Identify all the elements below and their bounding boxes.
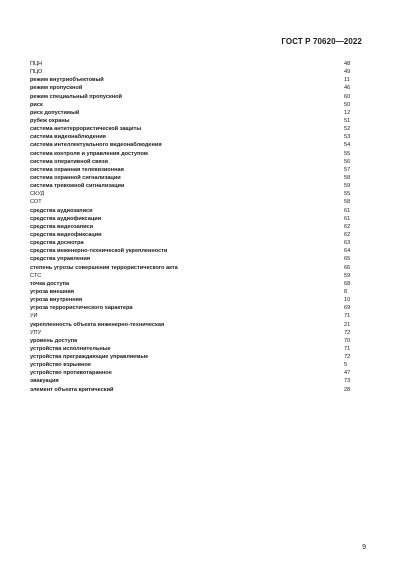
index-entry: [30, 255, 358, 263]
index-term: система видеонаблюдения: [30, 134, 106, 141]
index-page-ref: 21: [344, 321, 351, 328]
index-entry: [30, 304, 358, 312]
index-term: СОТ: [30, 199, 42, 206]
index-entry: [30, 166, 358, 174]
index-entry: [30, 288, 358, 296]
index-term: средства инженерно-технической укрепленности: [30, 248, 168, 255]
index-entry: [30, 150, 358, 158]
index-entry: [30, 386, 358, 394]
index-term: устройства преграждающие управляемые: [30, 354, 149, 361]
index-entry: [30, 141, 358, 149]
index-entry: [30, 223, 358, 231]
index-page-ref: 49: [344, 69, 351, 76]
index-entry: [30, 369, 358, 377]
index-page-ref: 66: [344, 264, 351, 271]
index-term: УПУ: [30, 329, 42, 336]
index-term: средства управления: [30, 256, 91, 263]
index-term: риск допустимый: [30, 109, 80, 116]
index-term: угроза террористического характера: [30, 305, 133, 312]
alphabetical-term-index: [30, 60, 358, 394]
index-entry: [30, 93, 358, 101]
index-term: система охранной сигнализации: [30, 174, 121, 181]
index-page-ref: 68: [344, 280, 351, 287]
index-entry: [30, 345, 358, 353]
index-page-ref: 73: [344, 378, 351, 385]
index-page-ref: 10: [344, 297, 351, 304]
index-entry: [30, 125, 358, 133]
index-entry: [30, 312, 358, 320]
index-page-ref: 53: [344, 134, 351, 141]
index-page-ref: 55: [344, 150, 351, 157]
index-entry: [30, 280, 358, 288]
index-entry: [30, 109, 358, 117]
index-entry: [30, 133, 358, 141]
index-entry: [30, 377, 358, 385]
index-entry: [30, 190, 358, 198]
index-term: средства видеофиксации: [30, 231, 102, 238]
index-entry: [30, 158, 358, 166]
index-entry: [30, 207, 358, 215]
index-term: система контроля и управления доступом: [30, 150, 148, 157]
index-entry: [30, 215, 358, 223]
index-page-ref: 59: [344, 272, 351, 279]
index-entry: [30, 353, 358, 361]
index-term: СТС: [30, 272, 42, 279]
index-entry: [30, 296, 358, 304]
index-page-ref: 55: [344, 191, 351, 198]
index-term: средства аудиофиксации: [30, 215, 102, 222]
index-page-ref: 52: [344, 126, 351, 133]
index-entry: [30, 182, 358, 190]
index-page-ref: 65: [344, 256, 351, 263]
index-entry: [30, 272, 358, 280]
index-entry: [30, 76, 358, 84]
index-page-ref: 69: [344, 305, 351, 312]
index-page-ref: 54: [344, 142, 351, 149]
index-term: режим специальный пропускной: [30, 93, 122, 100]
index-page-ref: 64: [344, 248, 351, 255]
index-entry: [30, 337, 358, 345]
index-page-ref: 47: [344, 370, 351, 377]
index-entry: [30, 321, 358, 329]
index-entry: [30, 231, 358, 239]
index-term: уровень доступа: [30, 337, 78, 344]
index-term: система антитеррористической защиты: [30, 126, 142, 133]
index-page-ref: 5: [344, 362, 348, 369]
index-entry: [30, 198, 358, 206]
index-term: система интеллектуального видеонаблюдения: [30, 142, 162, 149]
index-page-ref: 63: [344, 240, 351, 247]
index-term: средства видеозаписи: [30, 223, 94, 230]
index-page-ref: 12: [344, 109, 351, 116]
index-page-ref: 56: [344, 158, 351, 165]
index-page-ref: 46: [344, 85, 351, 92]
index-entry: [30, 174, 358, 182]
index-term: рубеж охраны: [30, 117, 70, 124]
index-page-ref: 61: [344, 207, 351, 214]
index-entry: [30, 329, 358, 337]
index-term: СКУД: [30, 191, 45, 198]
index-entry: [30, 239, 358, 247]
index-entry: [30, 101, 358, 109]
index-term: система охранная телевизионная: [30, 166, 124, 173]
index-page-ref: 62: [344, 231, 351, 238]
index-entry: [30, 361, 358, 369]
index-page-ref: 11: [344, 77, 350, 84]
index-term: степень угрозы совершения террористического акта: [30, 264, 178, 271]
index-page-ref: 72: [344, 354, 351, 361]
index-page-ref: 28: [344, 386, 351, 393]
index-page-ref: 8: [344, 288, 348, 295]
index-term: угроза внешняя: [30, 288, 75, 295]
index-entry: [30, 247, 358, 255]
index-term: угроза внутренняя: [30, 297, 83, 304]
index-term: система оперативной связи: [30, 158, 108, 165]
index-entry: [30, 60, 358, 68]
index-page-ref: 51: [344, 117, 351, 124]
page-number: 9: [362, 544, 366, 551]
index-term: режим пропускной: [30, 85, 83, 92]
index-term: средства досмотра: [30, 240, 84, 247]
index-page-ref: 48: [344, 61, 351, 67]
index-entry: [30, 68, 358, 76]
index-page-ref: 60: [344, 93, 351, 100]
index-entry: [30, 84, 358, 92]
index-page-ref: 72: [344, 329, 351, 336]
index-page-ref: 70: [344, 337, 351, 344]
index-term: устройство взрывное: [30, 362, 92, 369]
index-entry: [30, 264, 358, 272]
index-page-ref: 58: [344, 174, 351, 181]
index-term: точка доступа: [30, 280, 70, 287]
index-page-ref: 57: [344, 166, 351, 173]
index-term: эвакуация: [30, 378, 59, 385]
index-entry: [30, 117, 358, 125]
index-page-ref: 62: [344, 223, 351, 230]
index-page-ref: 71: [344, 313, 351, 320]
index-term: устройства исполнительные: [30, 345, 111, 352]
index-page-ref: 50: [344, 101, 351, 108]
index-page-ref: 71: [344, 345, 351, 352]
index-term: система тревожной сигнализации: [30, 183, 125, 190]
index-term: ПЦО: [30, 69, 43, 76]
index-term: укрепленность объекта инженерно-техническая: [30, 321, 165, 328]
index-term: ПЦН: [30, 61, 43, 67]
index-term: элемент объекта критический: [30, 386, 114, 393]
index-page-ref: 61: [344, 215, 351, 222]
index-term: риск: [30, 101, 43, 108]
index-page-ref: 58: [344, 199, 351, 206]
index-page-ref: 59: [344, 183, 351, 190]
index-term: режим внутриобъектовый: [30, 77, 104, 84]
index-term: средства аудиозаписи: [30, 207, 93, 214]
standard-code-header: ГОСТ Р 70620—2022: [281, 37, 362, 46]
index-term: УИ: [30, 313, 38, 320]
index-term: устройство противотаранное: [30, 370, 112, 377]
